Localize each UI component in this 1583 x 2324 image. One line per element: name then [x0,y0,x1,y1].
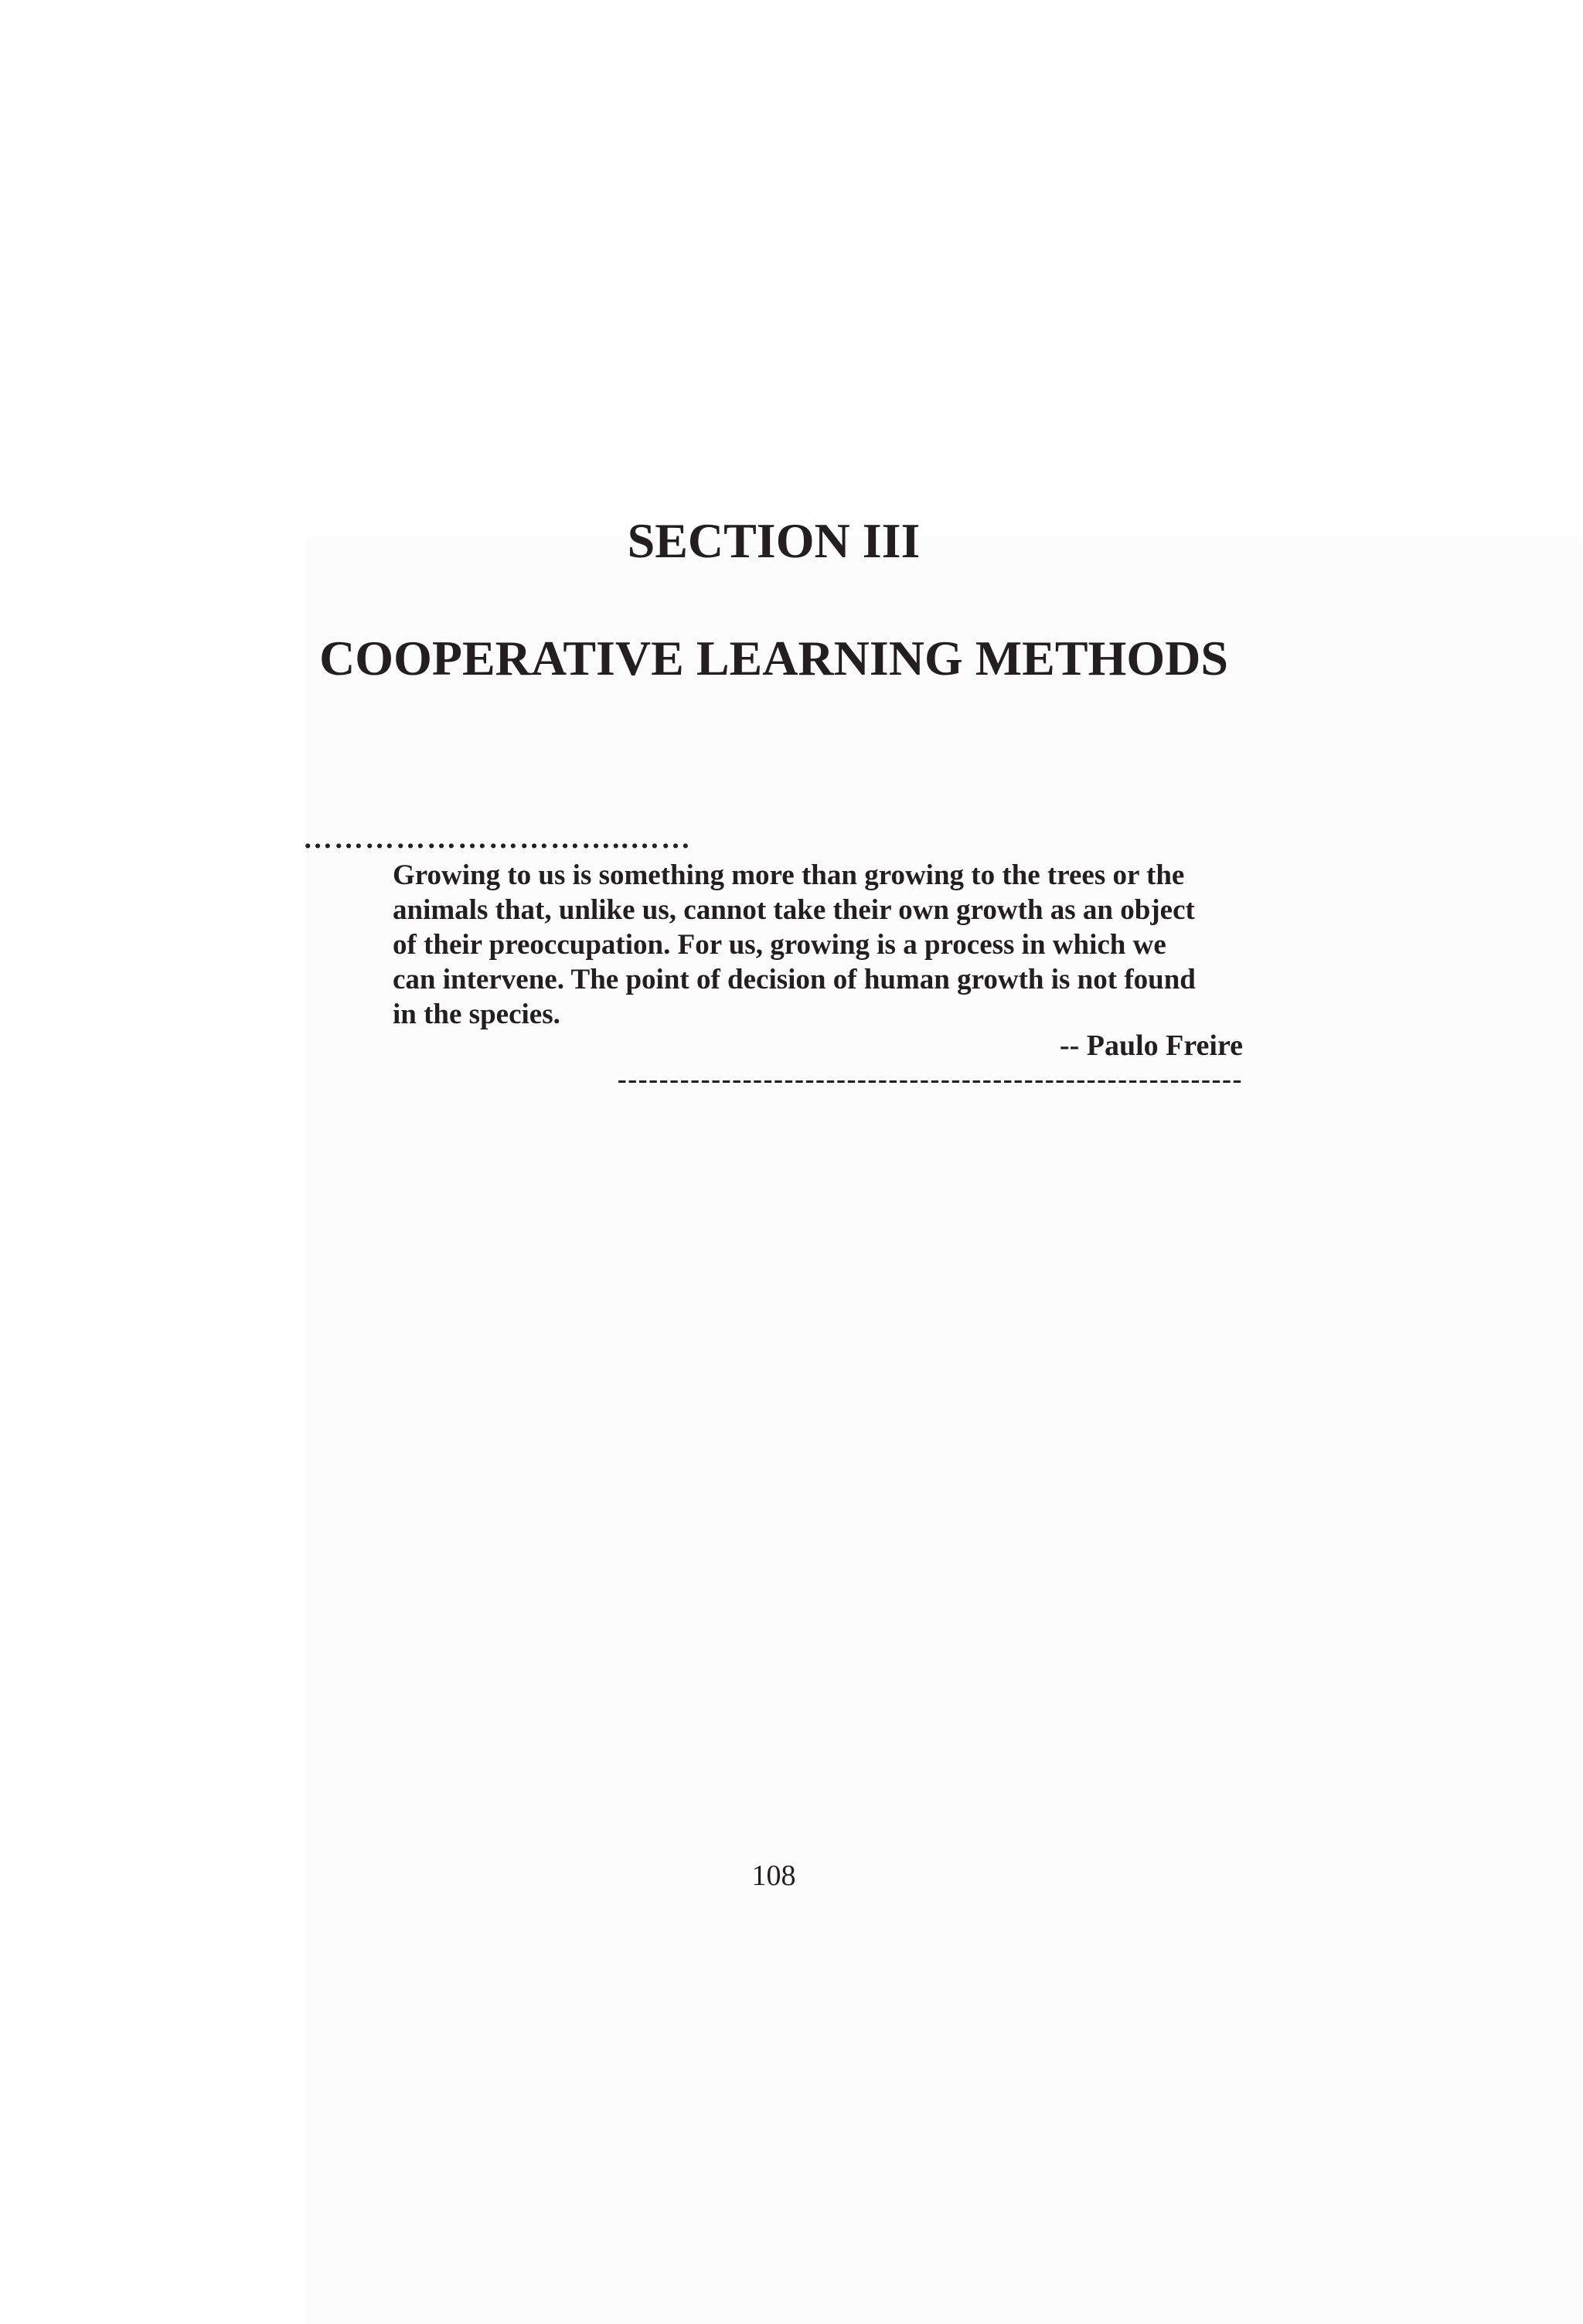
quote-line: in the species. [393,999,560,1030]
section-title: COOPERATIVE LEARNING METHODS [319,631,1228,686]
epigraph-leader-dots: …………………………..…… [303,822,692,855]
quote-attribution: -- Paulo Freire [1059,1029,1243,1062]
quote-line: of their preoccupation. For us, growing is a process in which we [393,929,1166,961]
quote-line: Growing to us is something more than growing to the trees or the [393,859,1185,891]
quote-line: animals that, unlike us, cannot take their own growth as an object [393,894,1195,926]
quote-line: can intervene. The point of decision of human growth is not found [393,964,1196,995]
scanned-page-panel [306,537,1583,2324]
closing-dash-rule: ------------------------------------------------------------ [617,1063,1243,1094]
section-label: SECTION III [627,513,921,568]
page-number: 108 [751,1860,796,1892]
epigraph-quote [393,858,1243,1032]
